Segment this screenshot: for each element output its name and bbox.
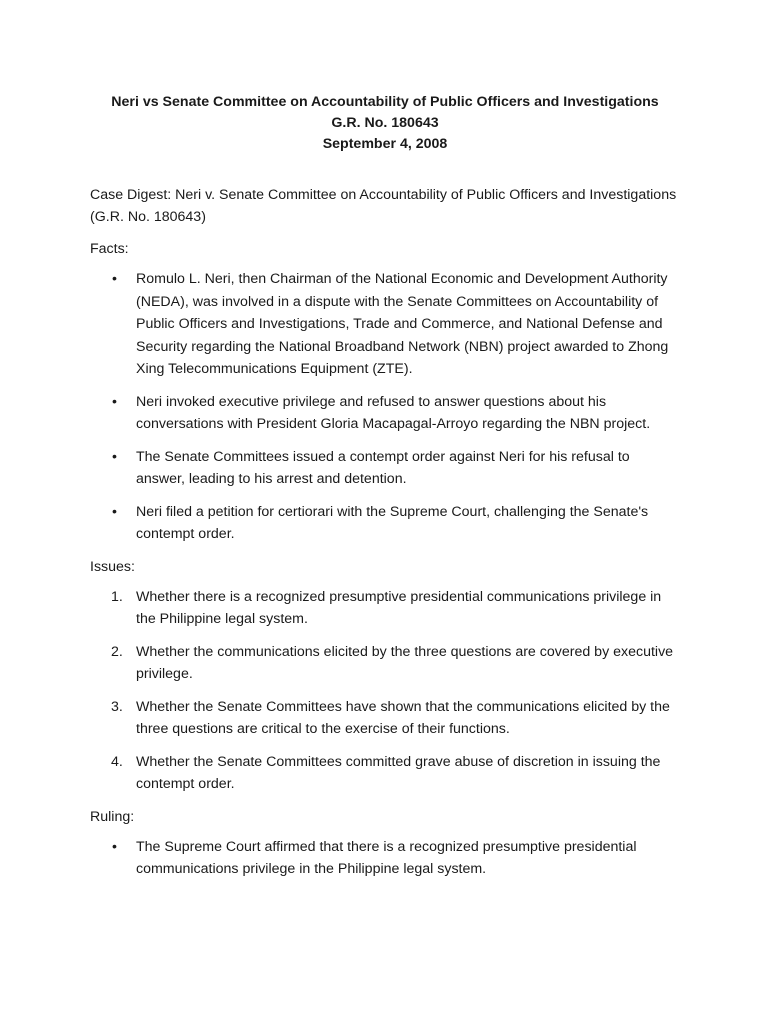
case-number: G.R. No. 180643 (331, 115, 439, 131)
facts-list (90, 268, 680, 546)
facts-heading: Facts: (90, 241, 129, 257)
list-item-text: Neri filed a petition for certiorari with the Supreme Court, challenging the Senate's contempt order. (136, 503, 649, 542)
bullet-icon: • (112, 503, 117, 520)
intro-paragraph: Case Digest: Neri v. Senate Committee on Accountability of Public Officers and Investigations (G.R. No. 180643) (90, 187, 677, 225)
list-number: 3. (111, 698, 123, 715)
list-item-text: Whether there is a recognized presumptive presidential communications privilege in the Philippine legal system. (136, 588, 662, 627)
issues-heading: Issues: (90, 558, 135, 575)
bullet-icon: • (112, 838, 117, 855)
document-page (90, 92, 680, 891)
list-item (90, 391, 680, 436)
list-item-text: Neri invoked executive privilege and refused to answer questions about his conversations with President Gloria Macapagal-Arroyo regarding the NBN project. (136, 393, 651, 432)
list-item (90, 751, 680, 796)
bullet-icon: • (112, 448, 117, 465)
bullet-icon: • (112, 393, 117, 410)
list-item (90, 696, 680, 741)
list-number: 2. (111, 643, 123, 660)
ruling-heading: Ruling: (90, 808, 135, 825)
list-item (90, 501, 680, 546)
list-item-text: Whether the Senate Committees have shown that the communications elicited by the three questions are critical to the exercise of their functions. (136, 698, 670, 737)
list-item (90, 586, 680, 631)
case-title: Neri vs Senate Committee on Accountability of Public Officers and Investigations (111, 94, 659, 110)
issues-list (90, 586, 680, 796)
list-item-text: Whether the communications elicited by the three questions are covered by executive privilege. (136, 643, 674, 682)
list-item-text: Whether the Senate Committees committed grave abuse of discretion in issuing the contempt order. (136, 753, 661, 792)
ruling-list (90, 836, 680, 881)
list-item (90, 641, 680, 686)
list-number: 4. (111, 753, 123, 770)
list-item-text: The Supreme Court affirmed that there is a recognized presumptive presidential communications privilege in the Philippine legal system. (136, 838, 637, 877)
list-item-text: Romulo L. Neri, then Chairman of the National Economic and Development Authority (NEDA), was involved in a dispute with the Senate Committees on Accountability of Public Officers and Investigations, Trade and Commerce, and National Defense and Security regarding the National Broadband Network (NBN) project awarded to Zhong Xing Telecommunications Equipment (ZTE). (136, 271, 669, 377)
bullet-icon: • (112, 271, 117, 287)
list-item (90, 836, 680, 881)
case-date: September 4, 2008 (322, 136, 448, 152)
list-item-text: The Senate Committees issued a contempt order against Neri for his refusal to answer, leading to his arrest and detention. (136, 448, 630, 487)
list-item (90, 268, 680, 381)
document-title (90, 92, 680, 155)
list-item (90, 446, 680, 491)
list-number: 1. (111, 588, 123, 605)
